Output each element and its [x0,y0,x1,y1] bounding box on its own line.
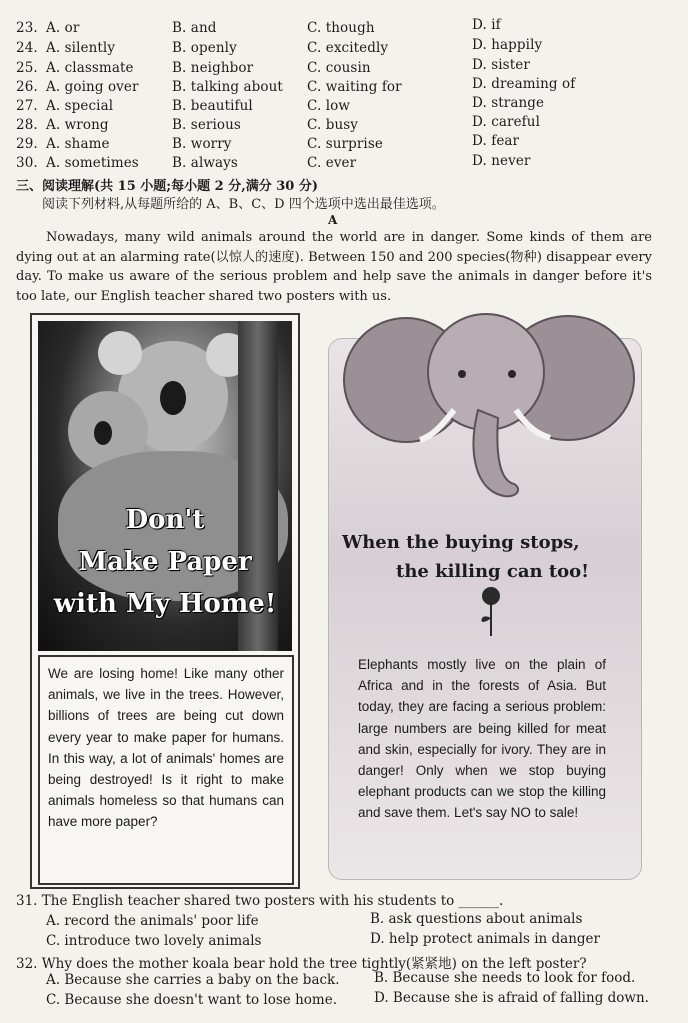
poster-left-body: We are losing home! Like many other animals, we live in the trees. However, billions of trees are being cut down every year to make paper for humans. In this way, a lot of animals' homes are being destroyed! Is it right to make animals homeless so that humans can have more paper? [38,655,294,885]
option-a: A. silently [46,40,116,56]
option-b: B. worry [172,136,232,152]
option-b: B. beautiful [172,98,253,114]
option-number: 30. [16,155,38,171]
question-32-option-d: D. Because she is afraid of falling down. [374,990,649,1006]
option-a: A. or [46,20,80,36]
poster-left-title-line: with My Home! [53,589,277,619]
option-a: A. shame [46,136,110,152]
option-d: D. sister [472,57,530,73]
option-d: D. never [472,153,531,169]
option-c: C. low [307,98,351,114]
poster-left-title-line: Make Paper [78,547,252,577]
option-number: 23. [16,20,38,36]
option-d: D. strange [472,95,545,111]
option-d: D. if [472,17,501,33]
passage-text: Nowadays, many wild animals around the world are in danger. Some kinds of them are dying out at an alarming rate(以惊人的速度). Between 150 and 200 species(物种) disappear every day. To make us aware of the serious problem and help save the animals in danger before it's too late, our English teacher shared two posters with us. [16,230,652,304]
section-heading: 三、阅读理解(共 15 小题;每小题 2 分,满分 30 分) [16,179,319,194]
option-number: 25. [16,60,38,76]
elephant-illustration [328,310,640,510]
question-32-stem: 32. Why does the mother koala bear hold the tree tightly(紧紧地) on the left poster? [16,956,587,972]
option-c: C. though [307,20,375,36]
poster-right-title-line2: the killing can too! [396,561,590,582]
question-32-option-b: B. Because she needs to look for food. [374,970,636,986]
poster-left-title-line: Don't [125,505,205,535]
option-d: D. happily [472,37,543,53]
option-b: B. serious [172,117,241,133]
option-a: A. classmate [46,60,134,76]
option-b: B. talking about [172,79,283,95]
option-c: C. ever [307,155,357,171]
question-32-option-a: A. Because she carries a baby on the back. [46,972,340,988]
option-a: A. special [46,98,114,114]
rose-icon [476,584,506,638]
question-31-stem: 31. The English teacher shared two posters with his students to ______. [16,893,504,909]
poster-right-title-line1: When the buying stops, [342,532,580,553]
question-32-option-c: C. Because she doesn't want to lose home. [46,992,337,1008]
koala-ear [98,331,142,375]
question-31-option-c: C. introduce two lovely animals [46,933,262,949]
elephant-eye [508,370,516,378]
option-c: C. cousin [307,60,371,76]
option-number: 29. [16,136,38,152]
option-b: B. neighbor [172,60,254,76]
passage-label: A [328,213,338,227]
option-b: B. always [172,155,238,171]
question-31-option-a: A. record the animals' poor life [46,913,259,929]
option-c: C. excitedly [307,40,389,56]
option-a: A. sometimes [46,155,139,171]
option-d: D. fear [472,133,520,149]
koala-photo [38,321,292,651]
option-b: B. openly [172,40,237,56]
option-number: 28. [16,117,38,133]
question-31-option-b: B. ask questions about animals [370,911,583,927]
option-a: A. going over [46,79,139,95]
poster-left-title [38,499,292,625]
option-number: 24. [16,40,38,56]
option-number: 27. [16,98,38,114]
option-c: C. busy [307,117,359,133]
poster-left [30,313,300,889]
option-number: 26. [16,79,38,95]
option-d: D. careful [472,114,540,130]
option-a: A. wrong [46,117,109,133]
elephant-eye [458,370,466,378]
option-c: C. surprise [307,136,383,152]
koala-nose [160,381,186,415]
option-d: D. dreaming of [472,76,576,92]
option-c: C. waiting for [307,79,402,95]
section-instruction: 阅读下列材料,从每题所给的 A、B、C、D 四个选项中选出最佳选项。 [42,197,445,212]
poster-right-body: Elephants mostly live on the plain of Africa and in the forests of Asia. But today, they are facing a serious problem: large numbers are being killed for meat and skin, especially for ivory. They are in danger! Only when we stop buying elephant products can we stop the killing and save them. Let's say NO to sale! [358,657,606,821]
option-b: B. and [172,20,217,36]
poster-right [328,310,640,878]
baby-koala-nose [94,421,112,445]
question-31-option-d: D. help protect animals in danger [370,931,600,947]
